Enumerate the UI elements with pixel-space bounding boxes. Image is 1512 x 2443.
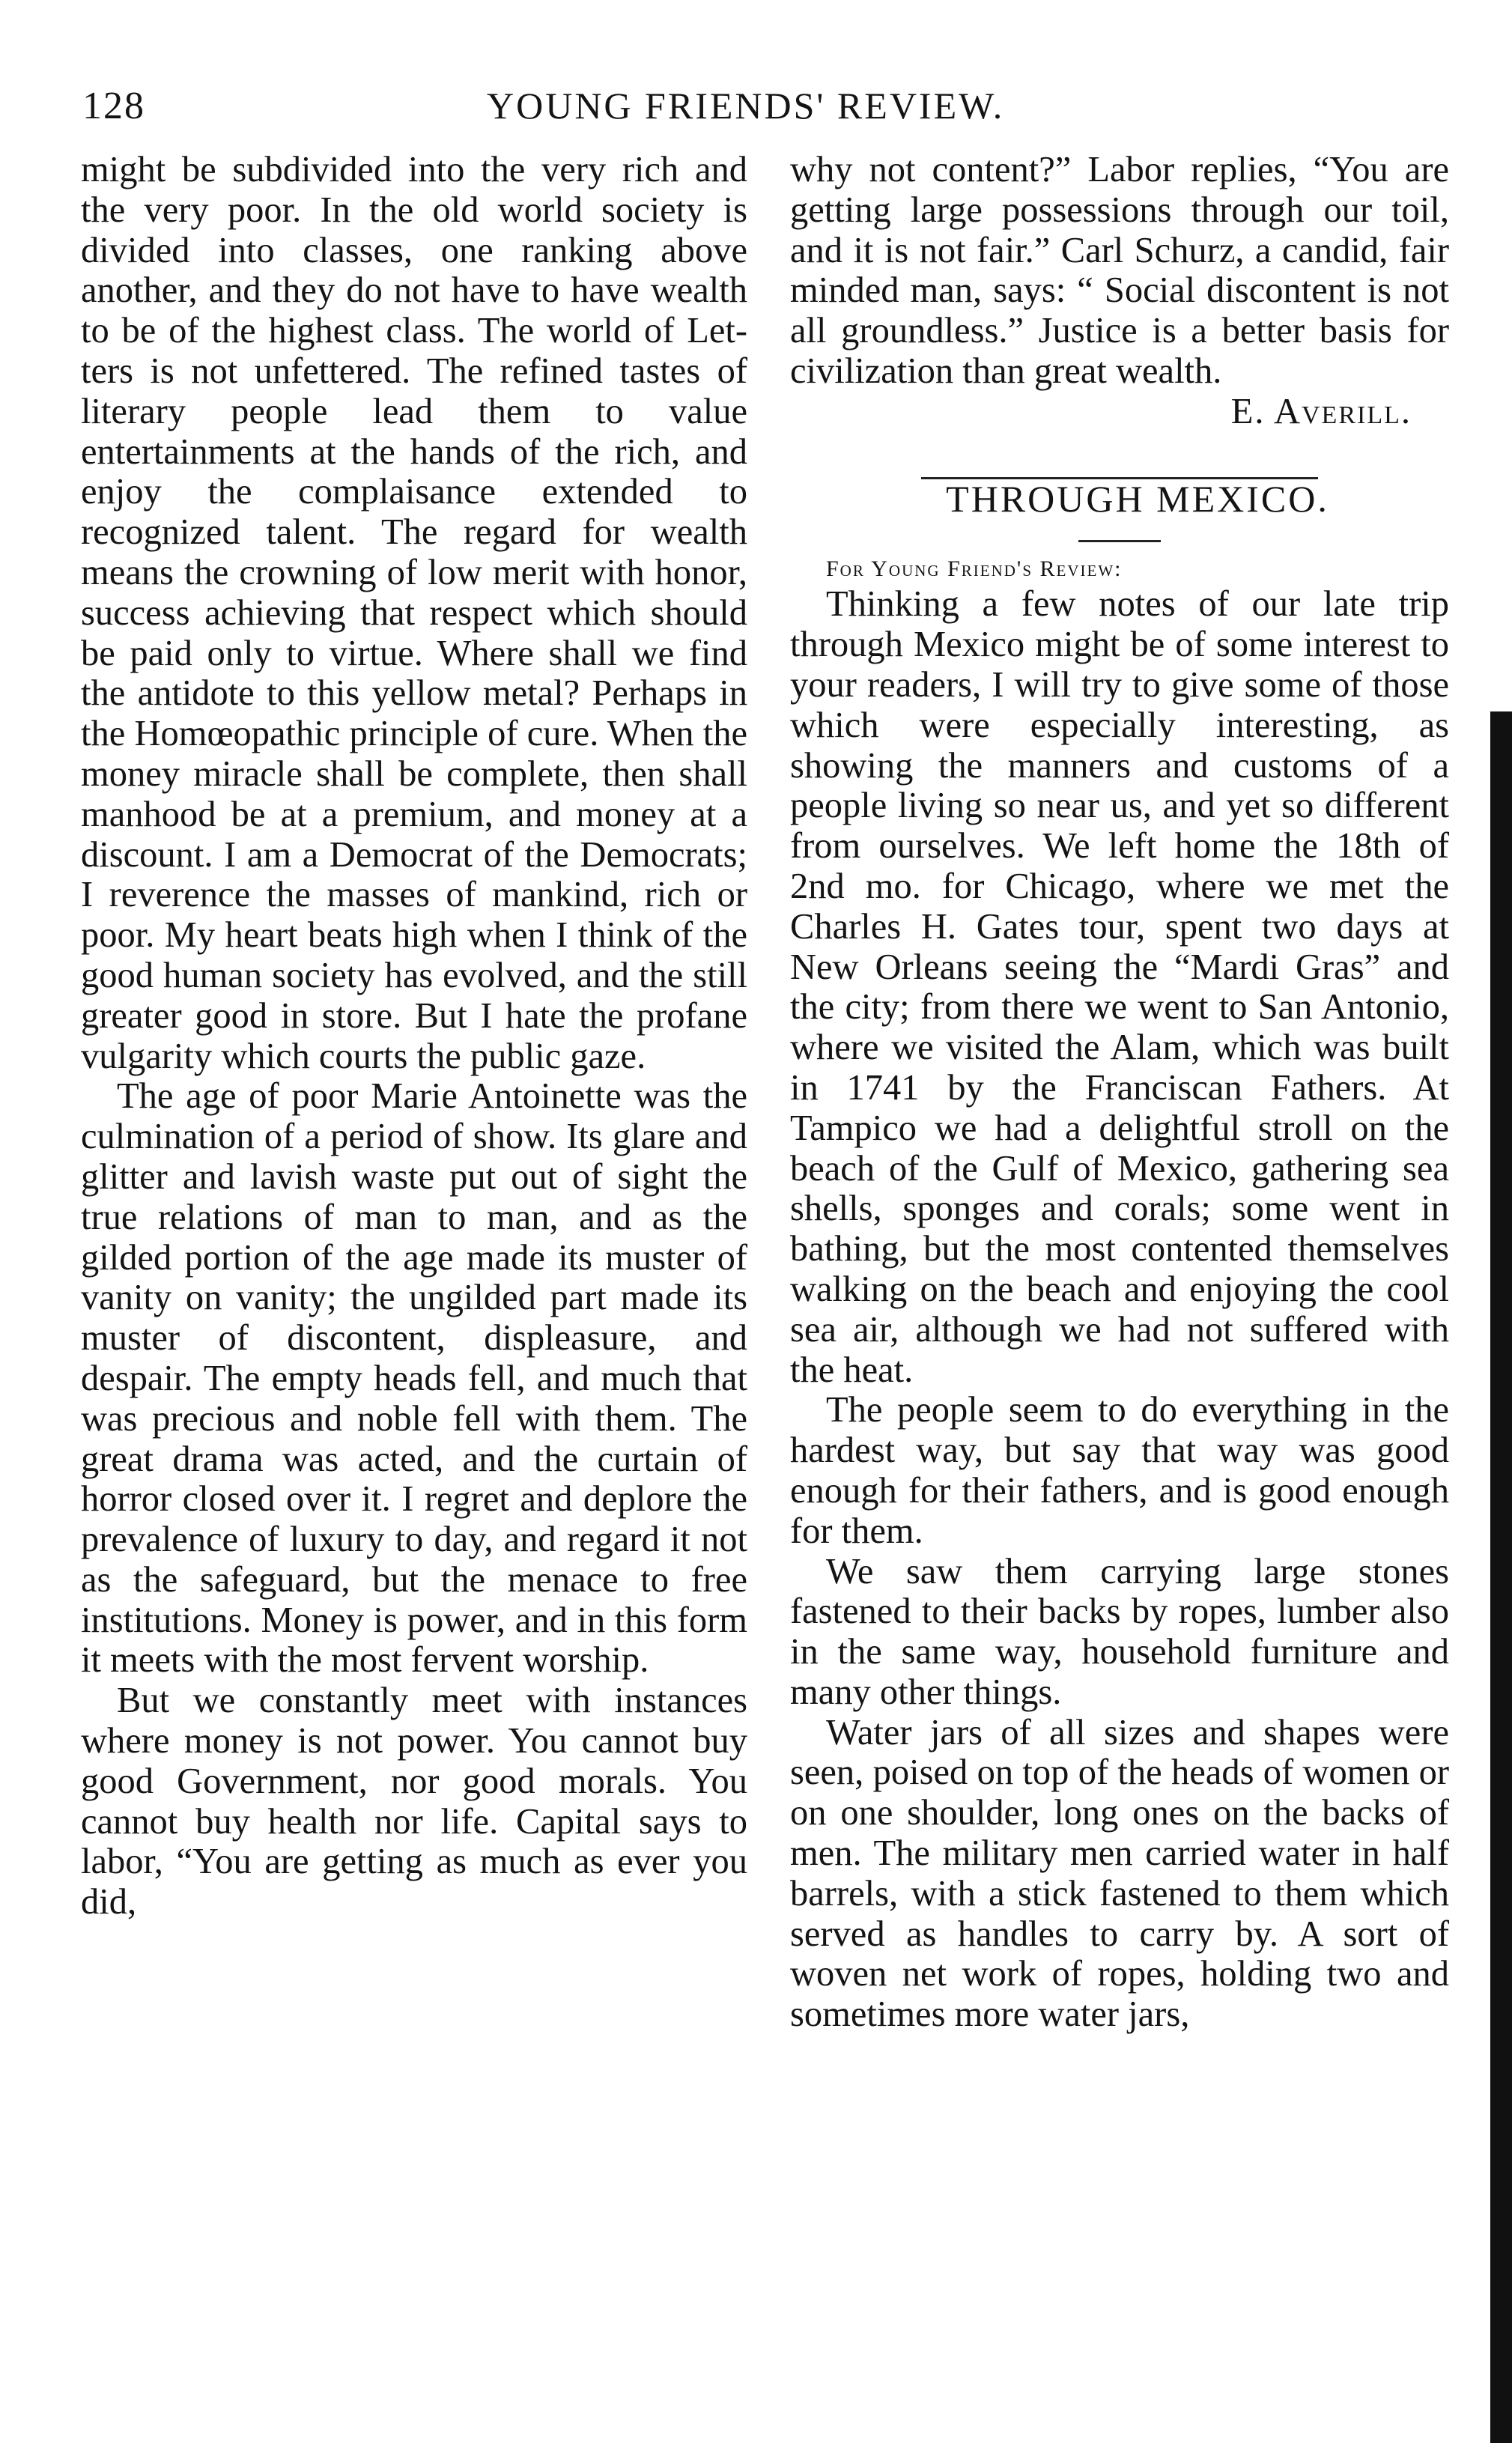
right-paragraph-1: Thinking a few notes of our late trip through Mexico might be of some interest to your readers, I will try to give some of those which were especially interesting, as showing the manners and customs of a people living so near us, and yet so different from ourselves. We left home the 18th of 2nd mo. for Chicago, where we met the Charles H. Gates tour, spent two days at New Orleans seeing the “Mardi Gras” and the city; from there we went to San Antonio, where we visited the Alam, which was built in 1741 by the Franciscan Fathers. At Tampico we had a delightful stroll on the beach of the Gulf of Mexico, gathering sea shells, sponges and corals; some went in bathing, but the most contented themselves walking on the beach and enjoying the cool sea air, although we had not suffered with the heat. xyxy=(790,584,1449,1390)
author-signature: E. Averill. xyxy=(1230,391,1412,431)
right-paragraph-4: Water jars of all sizes and shapes were seen, poised on top of the heads of women or on one shoulder, long ones on the backs of men. The military men carried water in half barrels, with a stick fastened to them which served as handles to carry by. A sort of woven net work of ropes, holding two and sometimes more water jars, xyxy=(790,1712,1449,2035)
right-paragraph-3: We saw them carrying large stones fastened to their backs by ropes, lumber also in the same way, household furniture and many other things. xyxy=(790,1551,1449,1712)
left-paragraph-3: But we constantly meet with instances where money is not power. You cannot buy good Government, nor good morals. You cannot buy health nor life. Capital says to labor, “You are getting as much as ever you did, xyxy=(81,1681,747,1922)
running-title: YOUNG FRIENDS' REVIEW. xyxy=(487,85,1005,127)
left-column xyxy=(81,150,747,1922)
page-number: 128 xyxy=(82,85,145,127)
right-column xyxy=(790,150,1449,2035)
article-title: THROUGH MEXICO. xyxy=(946,477,1329,520)
left-paragraph-2: The age of poor Marie Antoinette was the culmination of a period of show. Its glare and glitter and lavish waste put out of sight the true relations of man to man, and as the gilded portion of the age made its muster of vanity on vanity; the ungilded part made its muster of discontent, displeasure, and despair. The empty heads fell, and much that was precious and noble fell with them. The great drama was acted, and the curtain of horror closed over it. I regret and deplore the prevalence of luxury to day, and regard it not as the safeguard, but the menace to free institutions. Money is power, and in this form it meets with the most fervent worship. xyxy=(81,1076,747,1681)
page-edge-shadow xyxy=(1490,711,1512,2443)
title-underline xyxy=(1078,540,1161,542)
article-byline: For Young Friend's Review: xyxy=(826,556,1123,582)
right-continuation: why not content?” Labor replies, “You are getting large possessions through our toil, and it is not fair.” Carl Schurz, a candid, fair minded man, says: “ Social discontent is not all groundless.” Justice is a better basis for civilization than great wealth. xyxy=(790,150,1449,391)
right-paragraph-2: The people seem to do everything in the hardest way, but say that way was good enough for their fathers, and is good enough for them. xyxy=(790,1390,1449,1551)
left-paragraph-1: might be subdivided into the very rich and the very poor. In the old world society is divided into classes, one ranking above another, and they do not have to have wealth to be of the highest class. The world of Letters is not unfettered. The refined tastes of literary people lead them to value entertainments at the hands of the rich, and enjoy the complaisance extended to recognized talent. The regard for wealth means the crowning of low merit with honor, success achieving that respect which should be paid only to virtue. Where shall we find the antidote to this yellow metal? Perhaps in the Homœopathic principle of cure. When the money miracle shall be complete, then shall manhood be at a premium, and money at a discount. I am a Democrat of the Democrats; I reverence the masses of mankind, rich or poor. My heart beats high when I think of the good human society has evolved, and the still greater good in store. But I hate the profane vulgarity which courts the public gaze. xyxy=(81,150,747,1076)
